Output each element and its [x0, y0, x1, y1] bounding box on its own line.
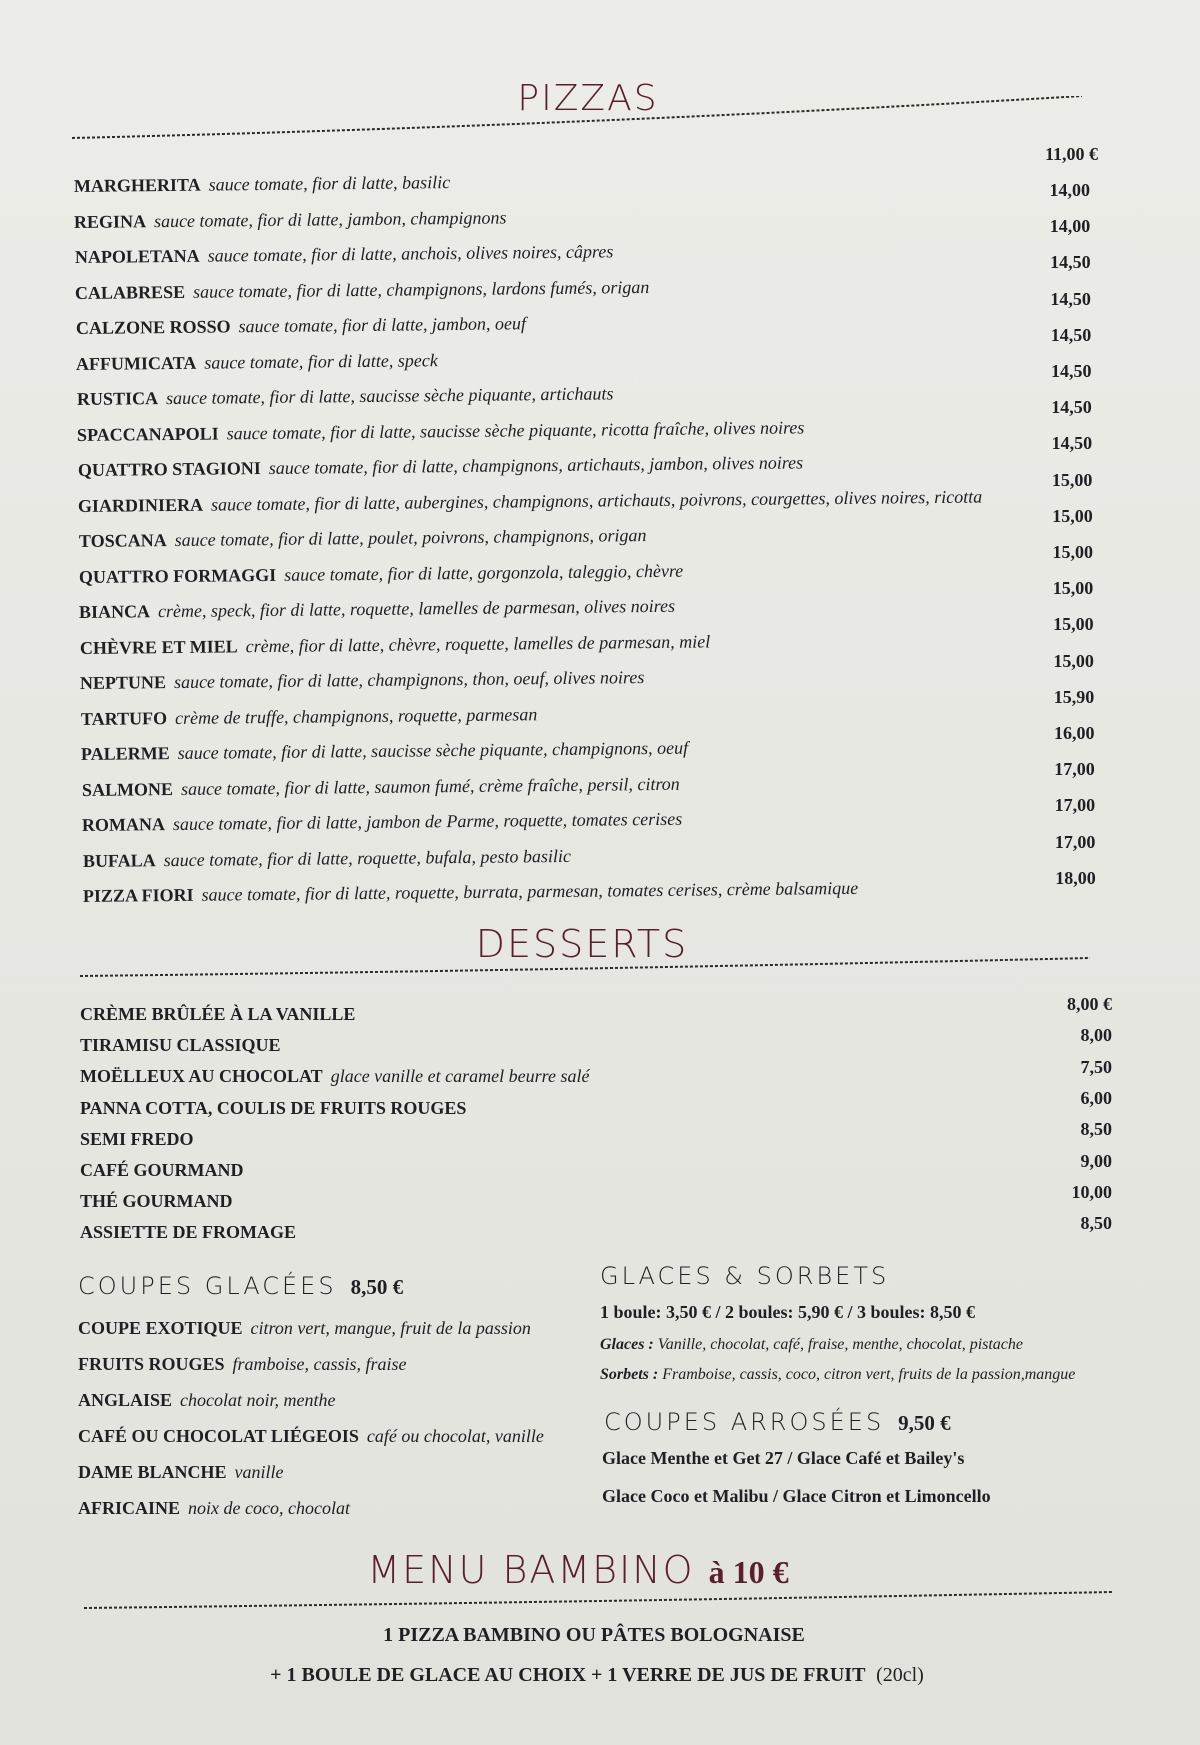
pizza-price: 14,50 [1051, 433, 1093, 454]
pizza-description: sauce tomate, fior di latte, poulet, poivrons, champignons, origan [174, 525, 647, 550]
dessert-price: 9,00 [1080, 1150, 1112, 1171]
pizza-price: 14,00 [1049, 216, 1091, 237]
coupe-description: chocolat noir, menthe [180, 1390, 336, 1410]
pizza-name: CHÈVRE ET MIEL [79, 635, 238, 658]
bambino-divider [84, 1586, 1112, 1614]
pizza-description: sauce tomate, fior di latte, saucisse sèche piquante, ricotta fraîche, olives noires [226, 416, 805, 443]
pizza-row [82, 809, 682, 836]
coupes-arrosees-line2: Glace Coco et Malibu / Glace Citron et Limoncello [602, 1486, 991, 1506]
pizza-description: sauce tomate, fior di latte, jambon, champignons [154, 206, 507, 231]
pizza-name: QUATTRO STAGIONI [77, 458, 261, 480]
pizza-row [74, 172, 450, 197]
dessert-price: 8,50 [1080, 1119, 1112, 1140]
pizza-description: sauce tomate, fior di latte, saucisse sèche piquante, champignons, oeuf [177, 737, 689, 763]
coupes-arrosees-price: 9,50 € [898, 1411, 951, 1435]
pizza-row [79, 596, 675, 623]
pizzas-divider [72, 96, 1082, 144]
pizza-row [75, 276, 650, 303]
dessert-name: ASSIETTE DE FROMAGE [80, 1222, 297, 1243]
pizza-row [74, 207, 507, 233]
pizza-row [81, 738, 688, 765]
pizza-description: sauce tomate, fior di latte, roquette, bufala, pesto basilic [163, 845, 571, 870]
dessert-row [80, 1035, 289, 1056]
coupe-description: vanille [234, 1462, 284, 1482]
pizza-row [75, 241, 613, 268]
glaces-label: Glaces : [600, 1336, 654, 1353]
pizza-row [77, 417, 805, 446]
dessert-name: TIRAMISU CLASSIQUE [80, 1035, 281, 1056]
pizza-description: sauce tomate, fior di latte, aubergines, champignons, artichauts, poivrons, courgettes, olives noires, ricotta [210, 486, 983, 515]
dessert-name: THÉ GOURMAND [80, 1191, 233, 1212]
pizza-name: RUSTICA [76, 388, 158, 409]
pizza-price: 17,00 [1054, 795, 1096, 816]
bambino-price: à 10 € [708, 1554, 789, 1590]
pizza-name: TOSCANA [78, 530, 167, 551]
dessert-price: 10,00 [1071, 1181, 1112, 1202]
pizza-description: sauce tomate, fior di latte, jambon, oeuf [238, 313, 526, 337]
coupe-name: ANGLAISE [78, 1390, 173, 1410]
coupe-name: FRUITS ROUGES [78, 1354, 225, 1374]
pizza-name: AFFUMICATA [76, 352, 197, 374]
dessert-name: MOËLLEUX AU CHOCOLAT [80, 1066, 323, 1087]
pizza-price: 15,00 [1051, 469, 1093, 490]
pizza-description: sauce tomate, fior di latte, saucisse sèche piquante, artichauts [165, 383, 614, 409]
coupes-glacees-price: 8,50 € [350, 1275, 404, 1299]
pizza-price: 14,50 [1050, 324, 1092, 345]
pizza-row [80, 631, 710, 659]
dessert-row [80, 1004, 363, 1025]
pizza-description: sauce tomate, fior di latte, roquette, burrata, parmesan, tomates cerises, crème balsamique [201, 877, 859, 905]
pizza-description: sauce tomate, fior di latte, saumon fumé, crème fraîche, persil, citron [180, 773, 680, 799]
pizza-price: 17,00 [1054, 759, 1095, 780]
pizza-price: 14,50 [1050, 288, 1091, 309]
pizza-price: 15,90 [1053, 686, 1095, 707]
pizza-price: 15,00 [1052, 505, 1093, 526]
coupe-description: noix de coco, chocolat [188, 1498, 350, 1518]
pizza-name: SALMONE [81, 778, 173, 800]
pizza-description: sauce tomate, fior di latte, basilic [208, 172, 451, 195]
pizza-price: 14,50 [1051, 361, 1092, 381]
coupe-row [78, 1390, 336, 1411]
bambino-line1: 1 PIZZA BAMBINO OU PÂTES BOLOGNAISE [383, 1624, 805, 1646]
pizza-price: 14,50 [1051, 397, 1092, 418]
dessert-row [80, 1222, 304, 1243]
pizza-description: sauce tomate, fior di latte, champignons, thon, oeuf, olives noires [174, 667, 645, 693]
coupe-name: COUPE EXOTIQUE [78, 1318, 243, 1338]
pizza-row [82, 773, 680, 800]
dessert-price: 7,50 [1080, 1056, 1112, 1077]
pizza-row [80, 667, 644, 694]
pizza-name: TARTUFO [80, 707, 167, 729]
dessert-row [80, 1066, 589, 1087]
pizza-name: CALZONE ROSSO [75, 316, 231, 338]
pizza-description: sauce tomate, fior di latte, jambon de Parme, roquette, tomates cerises [172, 808, 683, 835]
pizza-row [79, 560, 683, 587]
pizza-row [78, 525, 646, 552]
pizza-description: sauce tomate, fior di latte, anchois, olives noires, câpres [207, 241, 614, 266]
pizza-row [76, 350, 438, 375]
pizza-price: 15,00 [1052, 542, 1093, 562]
dessert-description: glace vanille et caramel beurre salé [330, 1066, 590, 1087]
desserts-divider [80, 948, 1090, 982]
pizza-row [78, 486, 982, 516]
coupe-row [78, 1498, 350, 1519]
pizza-name: BUFALA [82, 849, 156, 871]
coupe-name: CAFÉ OU CHOCOLAT LIÉGEOIS [78, 1426, 359, 1446]
pizza-price: 18,00 [1055, 867, 1096, 888]
sorbets-line [600, 1366, 1075, 1384]
coupes-arrosees-title: COUPES ARROSÉES [604, 1408, 885, 1436]
dessert-price: 6,00 [1080, 1087, 1112, 1108]
bambino-line2-wrap [0, 1664, 1197, 1687]
pizza-price: 14,50 [1050, 252, 1091, 273]
dessert-row [80, 1160, 252, 1181]
pizza-name: SPACCANAPOLI [77, 423, 219, 445]
pizza-row [77, 452, 802, 481]
pizza-name: REGINA [74, 210, 147, 232]
bambino-title: MENU BAMBINO [367, 1548, 695, 1592]
coupes-arrosees-line1: Glace Menthe et Get 27 / Glace Café et Bailey's [602, 1448, 965, 1468]
pizzas-first-price: 11,00 € [1044, 144, 1098, 164]
pizza-name: MARGHERITA [73, 174, 201, 196]
coupes-glacees-heading [78, 1272, 403, 1300]
sorbets-flavours: Framboise, cassis, coco, citron vert, fruits de la passion,mangue [662, 1366, 1076, 1383]
pizza-description: crème de truffe, champignons, roquette, parmesan [174, 703, 538, 728]
dessert-price: 8,00 [1080, 1025, 1112, 1046]
pizza-row [82, 845, 570, 871]
coupe-description: café ou chocolat, vanille [366, 1426, 544, 1446]
pizza-name: QUATTRO FORMAGGI [78, 564, 277, 587]
coupe-row [78, 1426, 544, 1447]
pizza-price: 16,00 [1054, 723, 1095, 743]
glaces-boules: 1 boule: 3,50 € / 2 boules: 5,90 € / 3 boules: 8,50 € [600, 1302, 976, 1322]
coupe-name: DAME BLANCHE [78, 1462, 227, 1482]
coupes-arrosees-heading [604, 1408, 951, 1436]
glaces-line [600, 1336, 1023, 1354]
pizza-row [77, 383, 614, 410]
pizza-name: BIANCA [79, 601, 151, 622]
pizza-row [76, 313, 526, 339]
dessert-name: PANNA COTTA, COULIS DE FRUITS ROUGES [80, 1097, 467, 1118]
pizzas-title: PIZZAS [517, 78, 659, 119]
dessert-row [80, 1098, 474, 1119]
dessert-price: 8,50 [1080, 1213, 1112, 1234]
coupes-glacees-title: COUPES GLACÉES [78, 1272, 337, 1300]
coupe-row [78, 1354, 407, 1375]
pizza-description: sauce tomate, fior di latte, champignons, lardons fumés, origan [193, 276, 650, 302]
sorbets-label: Sorbets : [600, 1366, 659, 1383]
bambino-line2: + 1 BOULE DE GLACE AU CHOIX + 1 VERRE DE JUS DE FRUIT [270, 1664, 866, 1686]
coupe-row [78, 1462, 284, 1483]
pizza-description: crème, fior di latte, chèvre, roquette, lamelles de parmesan, miel [245, 630, 711, 656]
pizza-description: crème, speck, fior di latte, roquette, lamelles de parmesan, olives noires [158, 595, 676, 622]
pizza-price: 17,00 [1054, 831, 1096, 852]
pizza-price: 15,00 [1053, 614, 1094, 635]
coupe-name: AFRICAINE [78, 1498, 181, 1518]
pizza-name: GIARDINIERA [77, 494, 204, 516]
dessert-row [80, 1191, 241, 1212]
glaces-sorbets-title: GLACES & SORBETS [600, 1262, 890, 1290]
pizza-row [83, 878, 858, 907]
dessert-name: SEMI FREDO [80, 1128, 194, 1149]
dessert-name: CAFÉ GOURMAND [80, 1160, 244, 1180]
pizza-name: PIZZA FIORI [82, 884, 194, 906]
pizza-price: 15,00 [1052, 578, 1094, 599]
coupe-description: framboise, cassis, fraise [232, 1354, 407, 1374]
pizza-price: 15,00 [1053, 650, 1094, 671]
desserts-title: DESSERTS [475, 922, 689, 966]
bambino-line2-suffix: (20cl) [876, 1664, 924, 1686]
dessert-price: 8,00 € [1067, 994, 1112, 1014]
glaces-flavours: Vanille, chocolat, café, fraise, menthe, chocolat, pistache [657, 1336, 1024, 1353]
pizza-name: CALABRESE [75, 281, 186, 303]
pizza-description: sauce tomate, fior di latte, speck [204, 349, 439, 373]
pizza-name: NEPTUNE [80, 672, 167, 693]
dessert-row [80, 1129, 202, 1150]
dessert-name: CRÈME BRÛLÉE À LA VANILLE [80, 1004, 356, 1024]
coupe-description: citron vert, mangue, fruit de la passion [250, 1318, 531, 1338]
pizza-name: NAPOLETANA [74, 245, 200, 267]
pizza-description: sauce tomate, fior di latte, champignons, artichauts, jambon, olives noires [268, 452, 803, 479]
pizza-name: ROMANA [81, 814, 166, 835]
pizza-price: 14,00 [1049, 180, 1090, 200]
pizza-description: sauce tomate, fior di latte, gorgonzola, taleggio, chèvre [283, 560, 684, 585]
pizza-name: PALERME [81, 743, 170, 764]
pizza-row [81, 704, 538, 730]
coupe-row [78, 1318, 531, 1339]
